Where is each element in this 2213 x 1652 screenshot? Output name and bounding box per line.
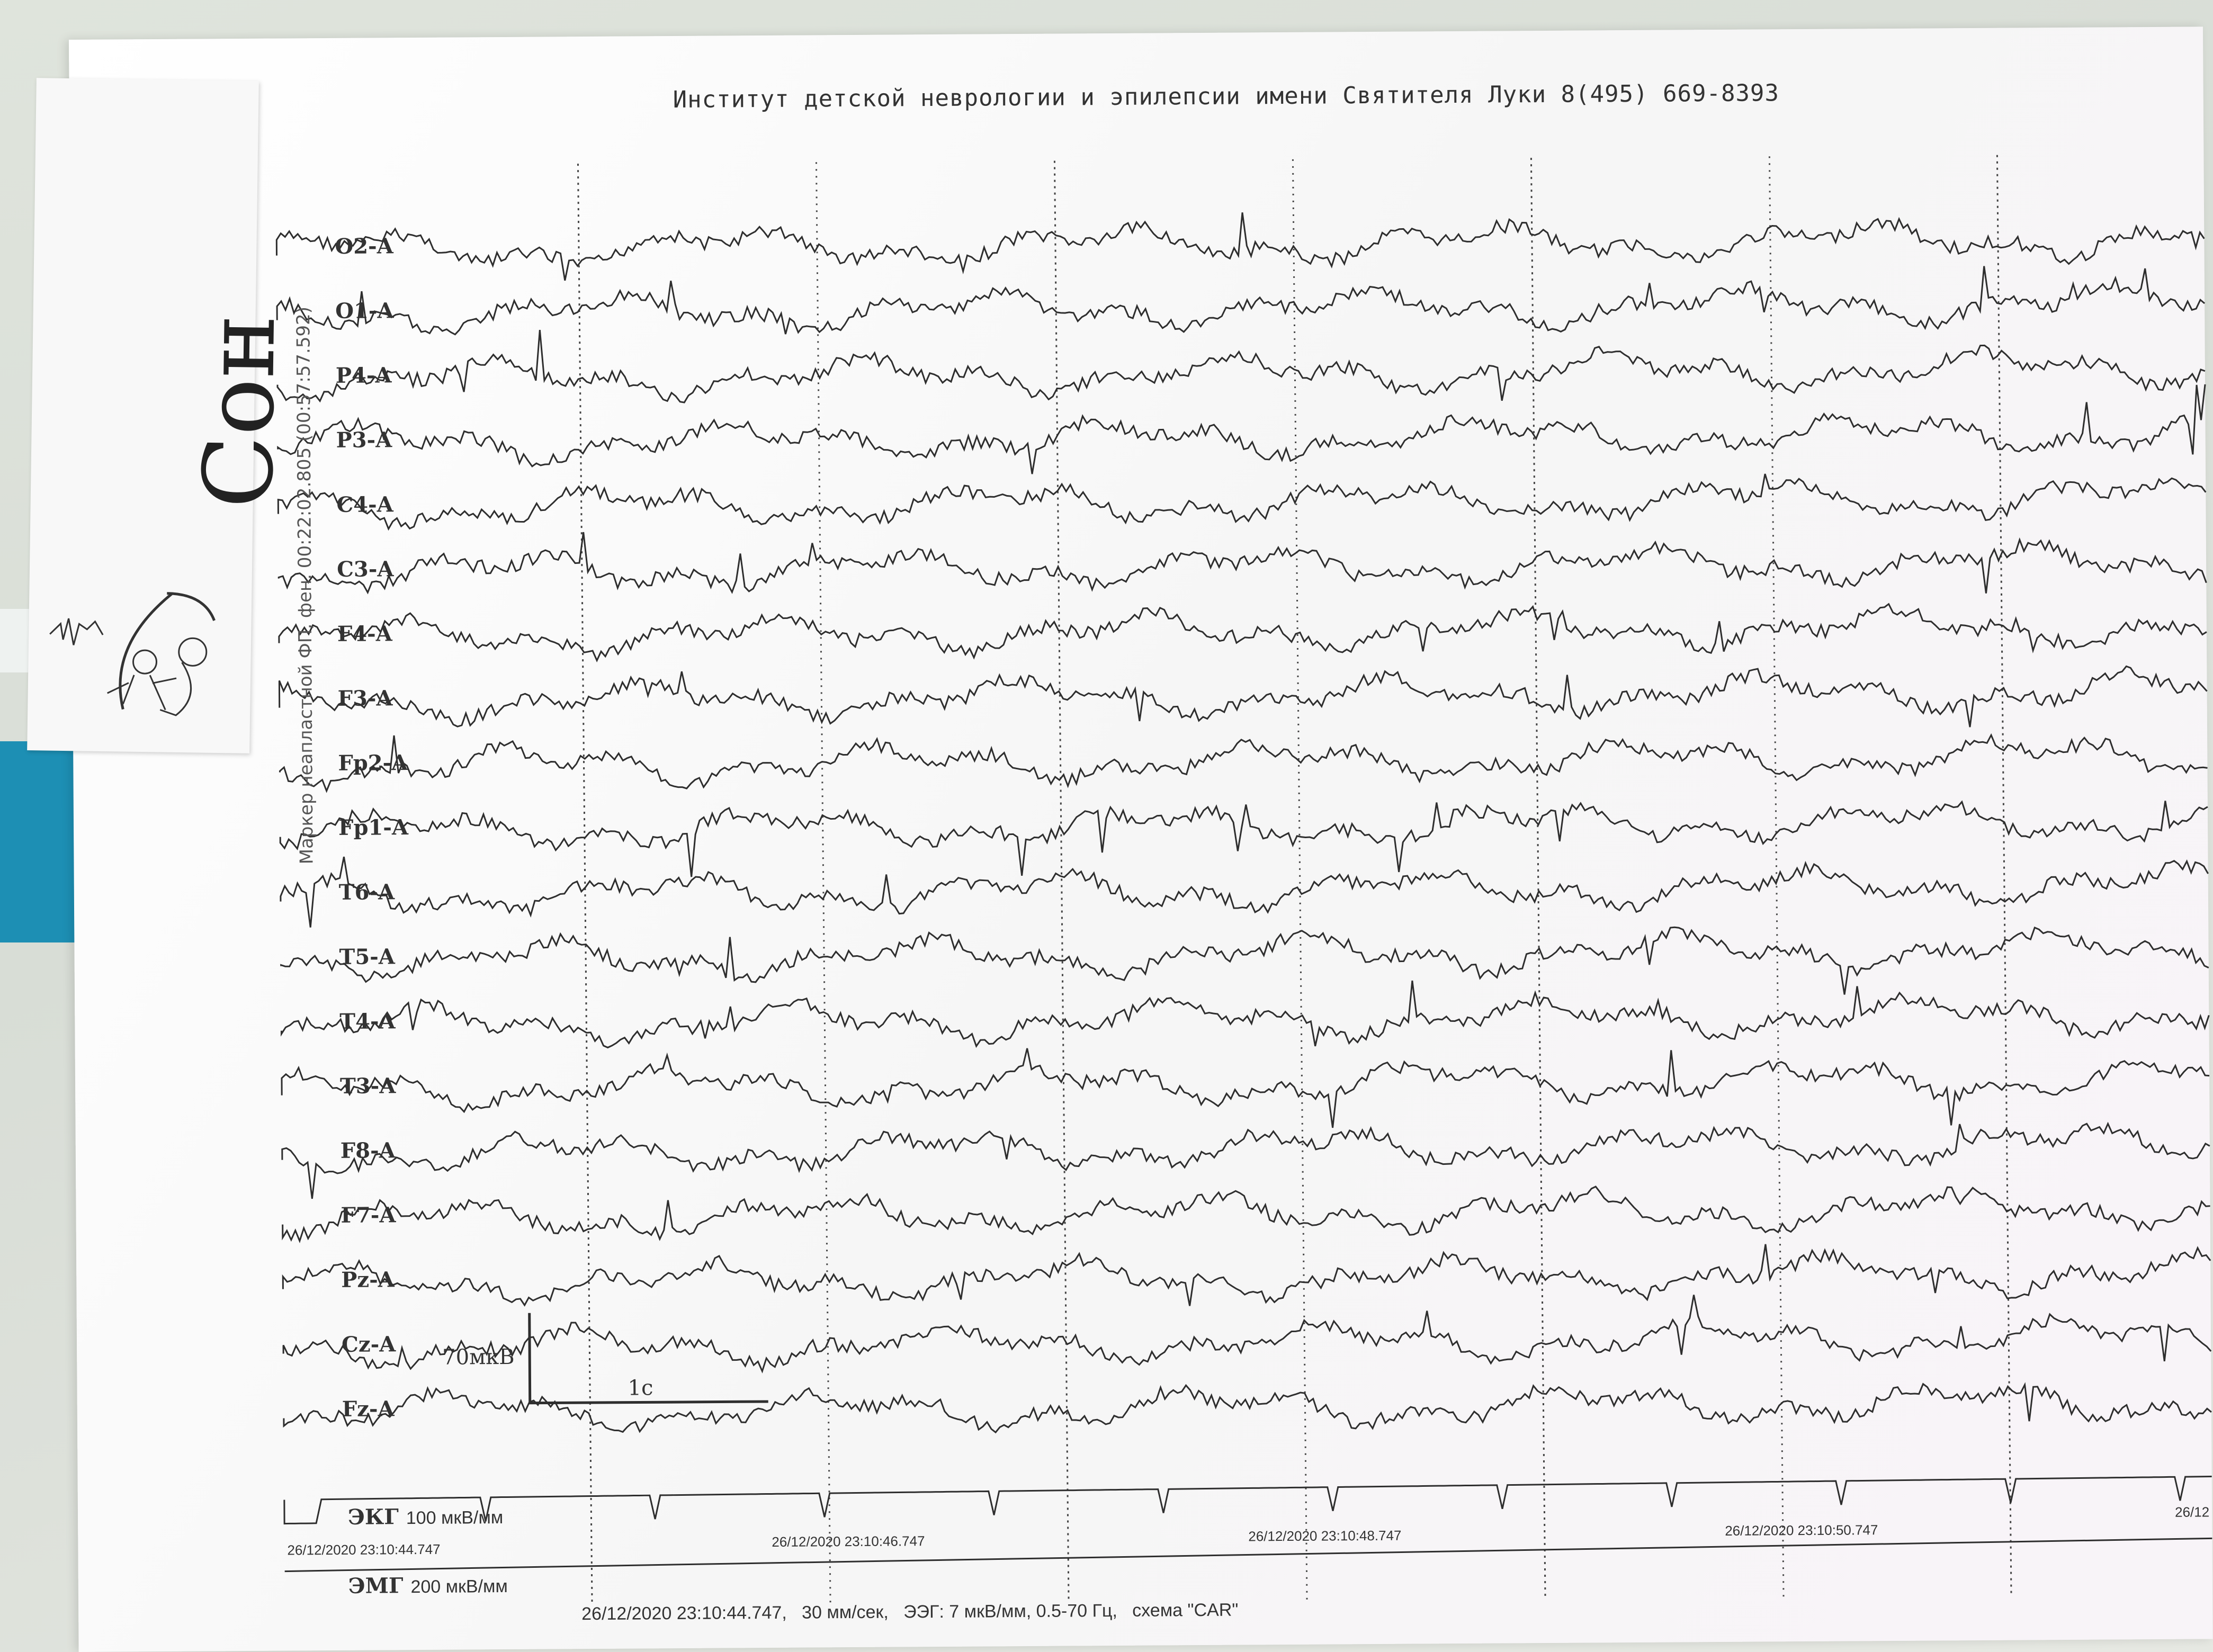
eeg-trace-t3-a [282, 1041, 2210, 1135]
eeg-trace-fp1-a [280, 798, 2208, 881]
channel-label: Fp1-A [338, 815, 409, 840]
eeg-trace-t6-a [280, 846, 2208, 928]
eeg-trace-f3-a [279, 662, 2207, 738]
side-marker-text: Маркер неапластной ФП, фен. 00:22:02.805 (00:57:57.592) [293, 306, 318, 865]
scale-amplitude-label: 70мкВ [442, 1344, 515, 1370]
eeg-trace-f8-a [282, 1121, 2210, 1199]
sleep-sticker [27, 78, 297, 753]
timestamp-4: 26/12/2020 23:10:50.747 [1725, 1522, 1878, 1539]
eeg-trace-c4-a [278, 471, 2206, 531]
eeg-trace-fz-a [284, 1377, 2211, 1436]
channel-label: T3-A [339, 1073, 396, 1099]
footer-info: 26/12/2020 23:10:44.747, 30 мм/сек, ЭЭГ: 7 мкВ/мм, 0.5-70 Гц, схема "CAR" [581, 1600, 1239, 1624]
eeg-printout [69, 26, 2213, 1652]
scale-time-label: 1с [628, 1376, 653, 1400]
sticker-label: Сон [183, 313, 297, 509]
channel-label: F7-A [341, 1202, 396, 1228]
time-gridline [1054, 161, 1069, 1601]
background-blue-sign [0, 741, 79, 942]
eeg-trace-t4-a [281, 976, 2209, 1053]
channel-label: C4-A [336, 492, 393, 517]
eeg-trace-fp2-a [280, 724, 2208, 791]
ecg-trace [284, 1477, 2212, 1524]
timestamp-5: 26/12 [2174, 1504, 2210, 1520]
institute-header: Институт детской неврологии и эпилепсии имени Святителя Луки 8(495) 669-8393 [673, 79, 1780, 114]
channel-label: Fp2-A [338, 750, 408, 776]
channel-label: P4-A [335, 363, 392, 388]
emg-label: ЭМГ 200 мкВ/мм [348, 1573, 508, 1599]
channel-label: Pz-A [341, 1267, 395, 1292]
eeg-trace-f7-a [282, 1183, 2210, 1242]
sleeping-child-drawing [43, 570, 236, 732]
channel-label: T4-A [339, 1009, 396, 1034]
channel-label: C3-A [336, 556, 394, 582]
channel-label: F3-A [337, 686, 393, 711]
channel-label: T5-A [339, 944, 395, 969]
eeg-trace-c3-a [279, 522, 2207, 604]
channel-label: O2-A [335, 234, 393, 259]
time-gridline [1997, 155, 2011, 1595]
channel-label: T6-A [338, 879, 395, 905]
eeg-trace-pz-a [283, 1242, 2211, 1312]
channel-label: P3-A [336, 427, 392, 453]
timestamp-2: 26/12/2020 23:10:46.747 [772, 1533, 925, 1550]
channel-label: F8-A [340, 1138, 396, 1163]
channel-label: O1-A [335, 298, 394, 324]
time-gridline [816, 162, 830, 1602]
eeg-trace-f4-a [279, 601, 2207, 662]
timestamp-3: 26/12/2020 23:10:48.747 [1248, 1527, 1402, 1545]
time-gridline [1531, 158, 1545, 1598]
eeg-trace-p3-a [277, 384, 2206, 479]
channel-label: F4-A [337, 621, 392, 647]
time-gridline [1293, 159, 1307, 1600]
eeg-trace-t5-a [281, 924, 2209, 1004]
channel-label: Cz-A [341, 1332, 396, 1357]
eeg-trace-o2-a [276, 206, 2205, 282]
eeg-trace-cz-a [283, 1292, 2211, 1375]
channel-label: Fz-A [342, 1396, 395, 1422]
eeg-trace-p4-a [277, 320, 2205, 408]
timestamp-1: 26/12/2020 23:10:44.747 [287, 1541, 441, 1558]
ecg-label: ЭКГ 100 мкВ/мм [347, 1504, 504, 1530]
